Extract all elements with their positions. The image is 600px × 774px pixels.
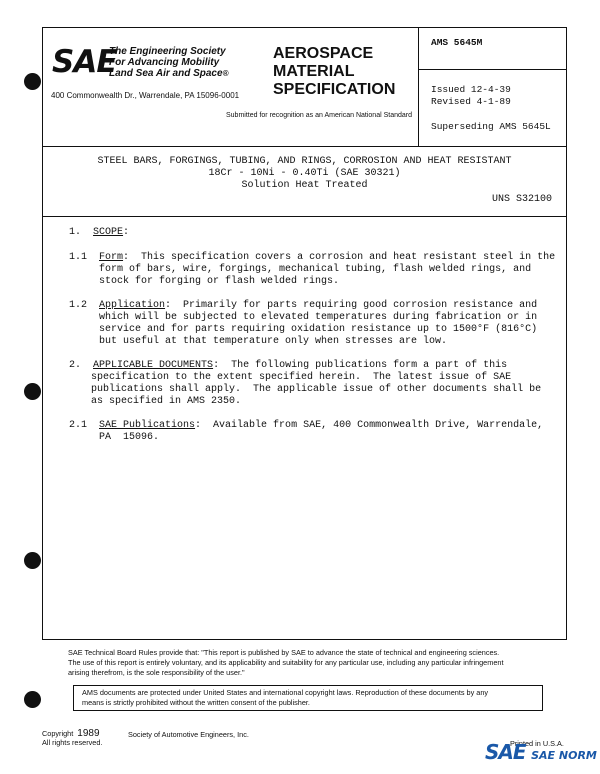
section-2-line: specification to the extent specified herein. The latest issue of SAE xyxy=(91,372,512,383)
doc-number: AMS 5645M xyxy=(431,37,483,48)
binder-hole xyxy=(24,73,41,90)
section-2-line: publications shall apply. The applicable issue of other documents shall be xyxy=(91,384,542,395)
subject-line-1: STEEL BARS, FORGINGS, TUBING, AND RINGS, CORROSION AND HEAT RESISTANT xyxy=(97,156,512,167)
section-2-1: 2.1 SAE Publications: Available from SAE, 400 Commonwealth Drive, Warrendale, xyxy=(69,420,544,431)
spec-title: AEROSPACE MATERIAL SPECIFICATION xyxy=(273,45,396,98)
revised-date: Revised 4-1-89 xyxy=(431,96,511,107)
section-1-2-line: which will be subjected to elevated temperatures during fabrication or in xyxy=(99,312,538,323)
section-1-2: 1.2 Application: Primarily for parts requiring good corrosion resistance and xyxy=(69,300,538,311)
binder-hole xyxy=(24,691,41,708)
society-name: The Engineering Society For Advancing Mobility Land Sea Air and Space® xyxy=(109,46,229,79)
sae-norm-stamp: SAE SAE NORM xyxy=(485,740,597,764)
section-1: 1. SCOPE: xyxy=(69,227,130,238)
section-2: 2. APPLICABLE DOCUMENTS: The following publications form a part of this xyxy=(69,360,508,371)
sae-logo: SAE xyxy=(52,44,117,80)
copyright-notice-box: AMS documents are protected under United States and international copyright laws. Reproduction of these documents by any means is strictly prohibited without the written consent of the publisher. xyxy=(73,685,543,711)
superseding: Superseding AMS 5645L xyxy=(431,121,551,132)
doc-number-divider xyxy=(418,69,566,70)
issued-date: Issued 12-4-39 xyxy=(431,84,511,95)
section-1-1: 1.1 Form: This specification covers a corrosion and heat resistant steel in the xyxy=(69,252,556,263)
section-1-2-line: service and for parts requiring oxidation resistance up to 1500°F (816°C) xyxy=(99,324,538,335)
binder-hole xyxy=(24,383,41,400)
document-frame xyxy=(42,27,567,640)
uns-number: UNS S32100 xyxy=(491,194,552,205)
subject-line-3: Solution Heat Treated xyxy=(241,180,368,191)
section-1-1-line: stock for forging or flash welded rings. xyxy=(99,276,340,287)
header-column-divider xyxy=(418,28,419,146)
technical-board-rules: SAE Technical Board Rules provide that: "This report is published by SAE to advance the state of technical and engineering sciences. The use of this report is entirely voluntary, and its applicability and suitability for any particular use, including any particular infringement arising therefrom, is the sole responsibility of the user." xyxy=(68,648,504,677)
section-2-line: as specified in AMS 2350. xyxy=(91,396,242,407)
publisher-name: Society of Automotive Engineers, Inc. xyxy=(128,730,249,739)
header-divider xyxy=(43,146,566,147)
copyright: Copyright 1989 All rights reserved. xyxy=(42,728,103,747)
binder-hole xyxy=(24,552,41,569)
ansi-submission-note: Submitted for recognition as an American National Standard xyxy=(226,112,412,119)
section-2-1-line: PA 15096. xyxy=(99,432,160,443)
section-1-2-line: but useful at that temperature only when stresses are low. xyxy=(99,336,448,347)
printed-in: Printed in U.S.A. xyxy=(510,739,564,748)
subject-line-2: 18Cr - 10Ni - 0.40Ti (SAE 30321) xyxy=(208,168,401,179)
section-1-1-line: form of bars, wire, forgings, mechanical tubing, flash welded rings, and xyxy=(99,264,532,275)
subject-divider xyxy=(43,216,566,217)
society-address: 400 Commonwealth Dr., Warrendale, PA 15096-0001 xyxy=(51,91,240,100)
